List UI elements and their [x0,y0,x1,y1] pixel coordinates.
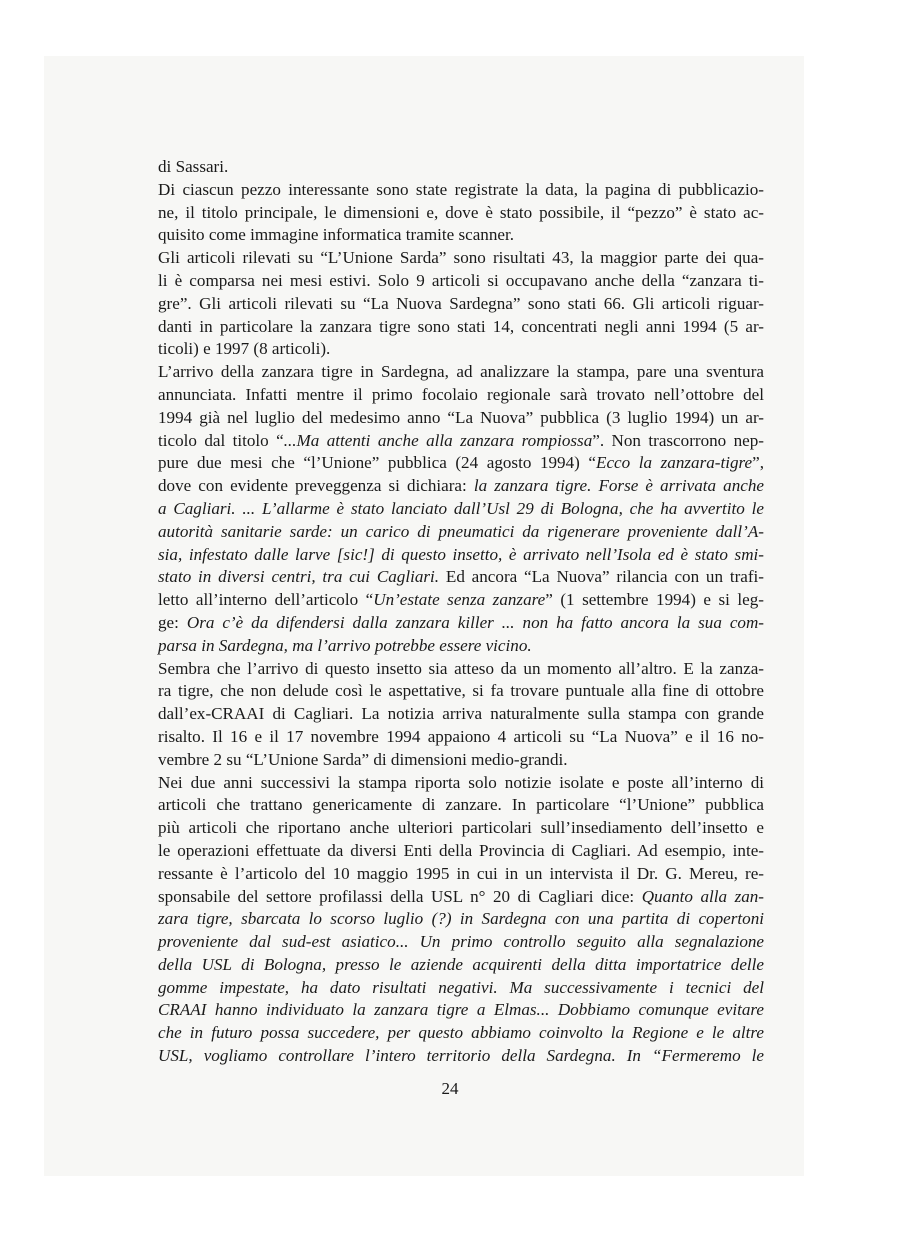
italic-quote: stato in diversi centri, tra cui Cagliari. [158,567,440,587]
paragraph [158,247,764,361]
text-run: ressante è l’articolo del 10 maggio 1995 in cui in un intervista il Dr. G. Mereu, re- [158,863,764,883]
text-run: Di ciascun pezzo interessante sono state registrate la data, la pagina di pubblicazio- [158,179,764,199]
italic-quote: autorità sanitarie sarde: un carico di pneumatici da rigenerare proveniente dall’A- [158,521,764,541]
italic-quote: della USL di Bologna, presso le aziende acquirenti della ditta importatrice delle [158,954,764,974]
text-line [158,566,764,589]
text-line [158,680,764,703]
text-line [158,954,764,977]
text-line [158,452,764,475]
text-run: ge: [158,612,187,632]
text-run: li è comparsa nei mesi estivi. Solo 9 articoli si occupavano anche della “zanzara ti- [158,270,764,290]
text-run: di Sassari. [158,157,229,176]
italic-quote: la zanzara tigre. Forse è arrivata anche [473,476,764,496]
text-run: più articoli che riportano anche ulteriori particolari sull’insediamento dell’insetto e [158,818,764,838]
text-run: dall’ex-CRAAI di Cagliari. La notizia arriva naturalmente sulla stampa con grande [158,704,764,724]
text-line [158,772,764,795]
text-line [158,931,764,954]
text-run: vembre 2 su “L’Unione Sarda” di dimensioni medio-grandi. [158,749,568,769]
text-line [158,338,764,361]
text-line [158,1022,764,1045]
text-line [158,589,764,612]
text-line [158,635,764,658]
text-run: ”, [752,453,764,473]
italic-quote: USL, vogliamo controllare l’intero territorio della Sardegna. In “Fermeremo le [158,1046,764,1066]
italic-quote: gomme impestate, ha dato risultati negativi. Ma successivamente i tecnici del [158,977,764,997]
italic-quote: che in futuro possa succedere, per questo abbiamo coinvolto la Regione e le altre [158,1023,764,1043]
text-line [158,977,764,1000]
italic-quote: Ecco la zanzara-tigre [596,453,753,473]
text-line [158,908,764,931]
text-line [158,156,764,179]
text-line [158,384,764,407]
text-run: Nei due anni successivi la stampa riporta solo notizie isolate e poste all’interno di [158,772,764,792]
text-line [158,521,764,544]
text-run: letto all’interno dell’articolo “ [158,590,374,610]
text-run: Gli articoli rilevati su “L’Unione Sarda” sono risultati 43, la maggior parte dei qua- [158,248,764,268]
text-run: quisito come immagine informatica tramite scanner. [158,225,515,245]
text-run: L’arrivo della zanzara tigre in Sardegna, ad analizzare la stampa, pare una sventura [158,362,764,382]
text-line [158,1045,764,1068]
text-line [158,794,764,817]
italic-quote: zara tigre, sbarcata lo scorso luglio (?) in Sardegna con una partita di copertoni [158,909,764,929]
text-run: sponsabile del settore profilassi della USL n° 20 di Cagliari dice: [158,886,642,906]
paragraph [158,772,764,1068]
italic-quote: Un’estate senza zanzare [373,590,546,610]
text-line [158,703,764,726]
text-run: ticolo dal titolo “ [158,430,284,450]
text-line [158,840,764,863]
text-run: Sembra che l’arrivo di questo insetto sia atteso da un momento all’altro. E la zanza- [158,658,764,678]
text-line [158,316,764,339]
text-line [158,498,764,521]
italic-quote: Ora c’è da difendersi dalla zanzara killer ... non ha fatto ancora la sua com- [186,612,764,632]
text-line [158,726,764,749]
italic-quote: CRAAI hanno individuato la zanzara tigre a Elmas... Dobbiamo comunque evitare [158,1000,764,1020]
text-run: risalto. Il 16 e il 17 novembre 1994 appaiono 4 articoli su “La Nuova” e il 16 no- [158,726,764,746]
text-line [158,361,764,384]
text-run: danti in particolare la zanzara tigre sono stati 14, concentrati negli anni 1994 (5 ar- [158,316,764,336]
text-line [158,749,764,772]
paragraph [158,179,764,247]
italic-quote: sia, infestato dalle larve [sic!] di questo insetto, è arrivato nell’Isola ed è stato smi- [158,544,764,564]
text-line [158,612,764,635]
italic-quote: parsa in Sardegna, ma l’arrivo potrebbe essere vicino. [158,635,532,655]
italic-quote: Quanto alla zan- [641,886,765,906]
text-line [158,202,764,225]
text-line [158,544,764,567]
text-line [158,886,764,909]
text-line [158,863,764,886]
italic-quote: a Cagliari. ... L’allarme è stato lanciato dall’Usl 29 di Bologna, che ha avvertito le [158,498,764,518]
text-run: ticoli) e 1997 (8 articoli). [158,339,331,359]
text-run: ra tigre, che non delude così le aspettative, si fa trovare puntuale alla fine di ottobre [158,681,764,701]
text-run: le operazioni effettuate da diversi Enti della Provincia di Cagliari. Ad esempio, inte- [158,840,764,860]
text-run: Ed ancora “La Nuova” rilancia con un trafi- [439,567,764,587]
text-line [158,407,764,430]
text-line [158,475,764,498]
text-run: ” (1 settembre 1994) e si leg- [545,590,764,610]
page-number: 24 [441,1079,459,1098]
text-line [158,270,764,293]
text-run: 1994 già nel luglio del medesimo anno “La Nuova” pubblica (3 luglio 1994) un ar- [158,407,764,427]
text-run: annunciata. Infatti mentre il primo focolaio regionale sarà trovato nell’ottobre del [158,384,764,404]
italic-quote: proveniente dal sud-est asiatico... Un primo controllo seguito alla segnalazione [158,932,764,952]
text-line [158,658,764,681]
italic-quote: ...Ma attenti anche alla zanzara rompiossa [283,430,593,450]
text-line [158,293,764,316]
text-line [158,430,764,453]
text-run: pure due mesi che “l’Unione” pubblica (24 agosto 1994) “ [158,453,596,473]
paragraph [158,156,764,179]
text-run: ”. Non trascorrono nep- [592,430,764,450]
text-line [158,817,764,840]
text-run: ne, il titolo principale, le dimensioni e, dove è stato possibile, il “pezzo” è stato ac- [158,202,764,222]
paragraph [158,658,764,772]
text-run: dove con evidente preveggenza si dichiara: [158,476,474,496]
body-text [158,156,764,1068]
paragraph [158,361,764,657]
text-line [158,179,764,202]
text-line [158,224,764,247]
text-run: gre”. Gli articoli rilevati su “La Nuova Sardegna” sono stati 66. Gli articoli riguar- [158,293,764,313]
text-line [158,247,764,270]
text-line [158,999,764,1022]
text-run: articoli che trattano genericamente di zanzare. In particolare “l’Unione” pubblica [158,795,764,815]
